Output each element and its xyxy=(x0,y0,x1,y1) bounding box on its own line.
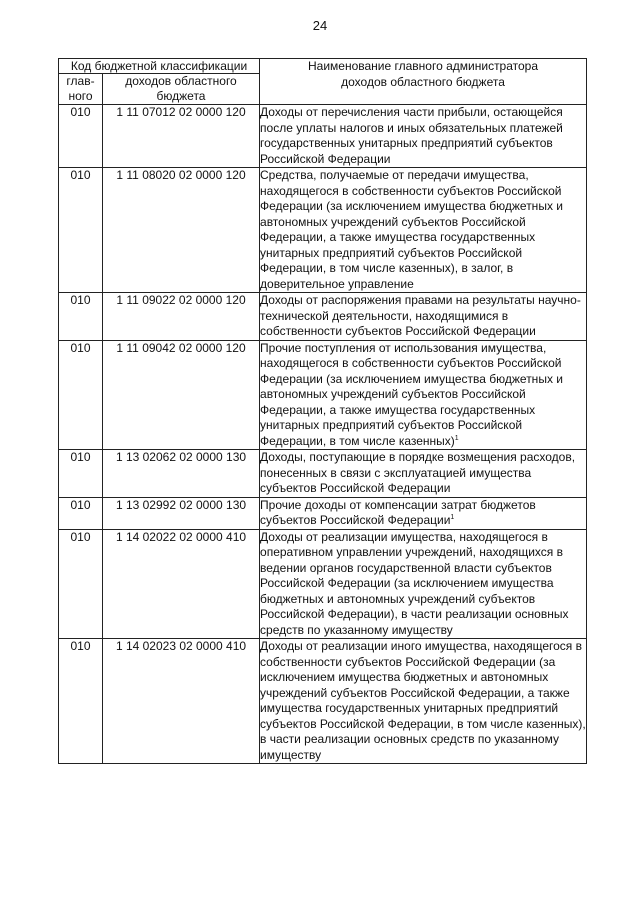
income-description-cell xyxy=(260,450,587,498)
income-description-cell xyxy=(260,168,587,293)
administrator-code-cell: 010 xyxy=(59,105,103,168)
income-code-cell: 1 13 02062 02 0000 130 xyxy=(103,450,260,498)
income-description-cell xyxy=(260,639,587,764)
income-code-cell: 1 11 08020 02 0000 120 xyxy=(103,168,260,293)
income-description-cell xyxy=(260,340,587,450)
income-description-text: Доходы от реализации имущества, находящегося в оперативном управлении учреждений, находящихся в ведении органов государственной власти субъектов Российской Федерации (за исключением имущества бюджетных и автономных учреждений субъектов Российской Федерации), в части реализации основных средств по указанному имуществу xyxy=(260,529,569,637)
header-administrator-name: Наименование главного администратора доходов областного бюджета xyxy=(260,59,587,105)
table-row xyxy=(59,105,587,168)
income-description-text: Доходы от перечисления части прибыли, остающейся после уплаты налогов и иных обязательных платежей государственных унитарных предприятий субъектов Российской Федерации xyxy=(260,105,563,166)
administrator-code-cell: 010 xyxy=(59,497,103,529)
income-description-cell xyxy=(260,293,587,341)
administrator-code-cell: 010 xyxy=(59,168,103,293)
header-budget-classification-code: Код бюджетной классификации xyxy=(59,59,260,74)
header-row-top xyxy=(59,59,587,74)
footnote-marker: 1 xyxy=(454,434,459,442)
income-code-cell: 1 11 09022 02 0000 120 xyxy=(103,293,260,341)
administrator-code-cell: 010 xyxy=(59,293,103,341)
income-description-cell xyxy=(260,497,587,529)
income-code-cell: 1 11 09042 02 0000 120 xyxy=(103,340,260,450)
income-code-cell: 1 11 07012 02 0000 120 xyxy=(103,105,260,168)
income-description-text: Средства, получаемые от передачи имущества, находящегося в собственности субъектов Российской Федерации (за исключением имущества бюджетных и автономных учреждений субъектов Российской Федерации, а также имущества государственных унитарных предприятий субъектов Российской Федерации, в том числе казенных), в залог, в доверительное управление xyxy=(260,168,563,291)
income-description-text: Прочие поступления от использования имущества, находящегося в собственности субъектов Российской Федерации (за исключением имущества бюджетных и автономных учреждений субъектов Российской Федерации, а также имущества государственных унитарных предприятий субъектов Российской Федерации, в том числе казенных) xyxy=(260,340,563,448)
administrator-code-cell: 010 xyxy=(59,450,103,498)
income-code-cell: 1 14 02022 02 0000 410 xyxy=(103,529,260,639)
table-row xyxy=(59,639,587,764)
income-description-text: Прочие доходы от компенсации затрат бюджетов субъектов Российской Федерации xyxy=(260,497,536,527)
administrator-code-cell: 010 xyxy=(59,639,103,764)
table-row xyxy=(59,168,587,293)
income-description-text: Доходы от реализации иного имущества, находящегося в собственности субъектов Российской Федерации (за исключением имущества бюджетных и автономных учреждений субъектов Российской Федерации, а также имущества государственных унитарных предприятий субъектов Российской Федерации, в том числе казенных), в части реализации основных средств по указанному имуществу xyxy=(260,639,586,762)
budget-classification-table xyxy=(58,58,587,764)
table-row xyxy=(59,450,587,498)
table-row xyxy=(59,497,587,529)
page-number: 24 xyxy=(312,18,328,33)
table-row xyxy=(59,529,587,639)
income-code-cell: 1 14 02023 02 0000 410 xyxy=(103,639,260,764)
table-row xyxy=(59,340,587,450)
administrator-code-cell: 010 xyxy=(59,340,103,450)
header-main-administrator: глав- ного xyxy=(59,74,103,105)
income-description-cell xyxy=(260,105,587,168)
income-code-cell: 1 13 02992 02 0000 130 xyxy=(103,497,260,529)
income-description-text: Доходы от распоряжения правами на результаты научно-технической деятельности, находящимися в собственности субъектов Российской Федерации xyxy=(260,293,581,338)
income-description-text: Доходы, поступающие в порядке возмещения расходов, понесенных в связи с эксплуатацией имущества субъектов Российской Федерации xyxy=(260,450,576,495)
table-row xyxy=(59,293,587,341)
footnote-marker: 1 xyxy=(450,514,455,521)
header-regional-income: доходов областного бюджета xyxy=(103,74,260,105)
administrator-code-cell: 010 xyxy=(59,529,103,639)
income-description-cell xyxy=(260,529,587,639)
